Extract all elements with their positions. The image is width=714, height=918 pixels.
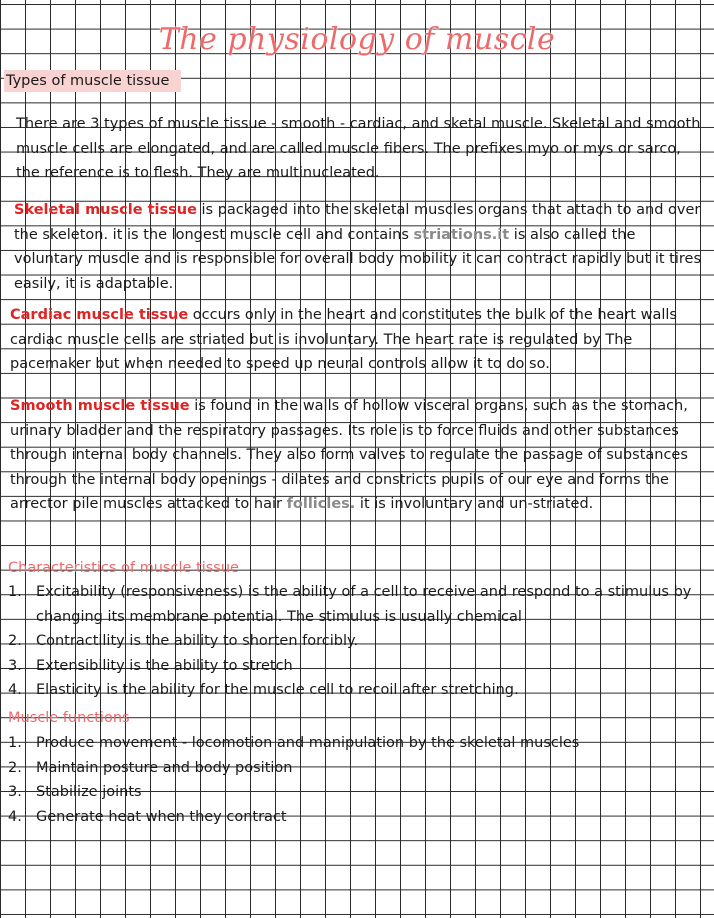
cardiac-term: Cardiac muscle tissue [10, 307, 189, 323]
list-item [0, 731, 710, 756]
list-item [0, 654, 710, 679]
skeletal-text [14, 198, 704, 296]
intro-paragraph [16, 112, 706, 186]
list-item [0, 629, 710, 654]
cardiac-paragraph [10, 303, 710, 377]
list-number: 4. [8, 808, 22, 825]
characteristics-list [0, 580, 710, 703]
list-item [0, 580, 710, 629]
smooth-text [10, 394, 710, 517]
list-text: Extensibility is the ability to stretch [36, 657, 293, 674]
list-number: 1. [8, 584, 22, 600]
list-number: 3. [8, 784, 22, 801]
list-number: 2. [8, 633, 22, 650]
list-text: Elasticity is the ability for the muscle cell to recoil after stretching. [36, 682, 519, 699]
smooth-text-part1: is found in the walls of hollow visceral organs, such as the stomach, urinary bladder and the respiratory passages. Its role is to force fluids and other substances through internal body channels. They also form valves to regulate the passage of substances through the internal body openings - dilates and constricts pupils of our eye and forms the arrector pile muscles attacked to hair [10, 398, 688, 513]
list-text: Generate heat when they contract [36, 808, 287, 825]
skeletal-faint-word: striations.it [413, 226, 510, 243]
list-text: Produce movement - locomotion and manipulation by the skeletal muscles [36, 735, 580, 751]
list-item [0, 780, 710, 805]
skeletal-term: Skeletal muscle tissue [14, 202, 197, 218]
cardiac-text [10, 303, 710, 377]
functions-list [0, 731, 710, 829]
list-text: Contractility is the ability to shorten forcibly. [36, 633, 359, 650]
list-text: Stabilize joints [36, 784, 142, 801]
list-item [0, 756, 710, 781]
list-number: 3. [8, 657, 22, 674]
list-text: Maintain posture and body position [36, 759, 293, 776]
characteristics-heading: Characteristics of muscle tissue [8, 560, 239, 576]
page-title: The physiology of muscle [158, 22, 556, 57]
list-number: 4. [8, 682, 22, 699]
smooth-term: Smooth muscle tissue [10, 398, 190, 414]
list-number: 1. [8, 735, 22, 751]
list-item [0, 678, 710, 703]
skeletal-paragraph [14, 198, 704, 296]
functions-heading: Muscle functions [8, 710, 130, 726]
list-item [0, 805, 710, 830]
list-number: 2. [8, 759, 22, 776]
cardiac-text-body: occurs only in the heart and constitutes the bulk of the heart walls cardiac muscle cells are striated but is involuntary. The heart rate is regulated by The pacemaker but when needed to speed up neural controls allow it to do so. [10, 307, 677, 373]
intro-text: There are 3 types of muscle tissue - smooth - cardiac, and sketal muscle. Skeletal and smooth muscle cells are elongated, and are called muscle fibers. The prefixes myo or mys or sarco, the reference is to flesh. They are multinucleated. [16, 116, 701, 182]
skeletal-text-part1: is packaged into the skeletal muscles organs that attach to and over the skeleton. it is the longest muscle cell and contains [14, 202, 701, 243]
smooth-faint-word: follicles. [286, 496, 356, 513]
section-heading-types: Types of muscle tissue [4, 70, 181, 92]
list-text: Excitability (responsiveness) is the ability of a cell to receive and respond to a stimulus by changing its membrane potential. The stimulus is usually chemical [36, 584, 692, 625]
skeletal-text-part2: is also called the voluntary muscle and is responsible for overall body mobility it can contract rapidly but it tires easily, it is adaptable. [14, 226, 702, 292]
smooth-text-part2: it is involuntary and un-striated. [355, 496, 594, 513]
smooth-paragraph [10, 394, 710, 517]
